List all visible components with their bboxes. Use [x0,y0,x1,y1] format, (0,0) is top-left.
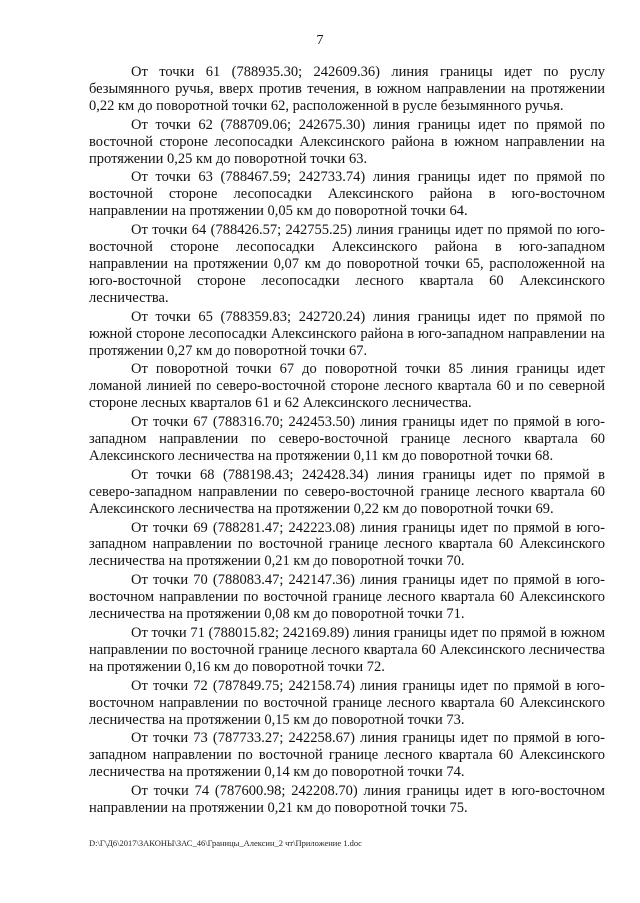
paragraph: От поворотной точки 67 до поворотной точки 85 линия границы идет ломаной линией по северо-восточной стороне лесного квартала 60 и по северной стороне лесных кварталов 61 и 62 Алексинского лесничества. [89,361,605,412]
paragraph: От точки 70 (788083.47; 242147.36) линия границы идет по прямой в юго-восточном направлении по восточной границе лесного квартала 60 Алексинского лесничества на протяжении 0,08 км до поворотной точки 71. [89,572,605,623]
paragraph: От точки 67 (788316.70; 242453.50) линия границы идет по прямой в юго-западном направлении по северо-восточной границе лесного квартала 60 Алексинского лесничества на протяжении 0,11 км до поворотной точки 68. [89,414,605,464]
paragraph: От точки 61 (788935.30; 242609.36) линия границы идет по руслу безымянного ручья, вверх против течения, в южном направлении на протяжении 0,22 км до поворотной точки 62, расположенной в русле безымянного ручья. [89,64,605,114]
paragraph: От точки 68 (788198.43; 242428.34) линия границы идет по прямой в северо-западном направлении по северо-восточной границе лесного квартала 60 Алексинского лесничества на протяжении 0,22 км до поворотной точки 69. [89,466,605,517]
paragraph: От точки 72 (787849.75; 242158.74) линия границы идет по прямой в юго-восточном направлении по восточной границе лесного квартала 60 Алексинского лесничества на протяжении 0,15 км до поворотной точки 73. [89,677,605,728]
paragraph: От точки 64 (788426.57; 242755.25) линия границы идет по прямой по юго-восточной стороне лесопосадки Алексинского района в юго-западном направлении на протяжении 0,07 км до поворотной точки 65, расположенной на юго-восточной стороне лесопосадки лесного квартала 60 Алексинского лесничества. [89,222,605,306]
paragraph: От точки 69 (788281.47; 242223.08) линия границы идет по прямой в юго-западном направлении по восточной границе лесного квартала 60 Алексинского лесничества на протяжении 0,21 км до поворотной точки 70. [89,519,605,570]
footer-file-path: D:\Г\Д6\2017\ЗАКОНЫ\ЗАС_46\Границы_Алексин_2 чт\Приложение 1.doc [89,838,362,848]
paragraph: От точки 62 (788709.06; 242675.30) линия границы идет по прямой по восточной стороне лесопосадки Алексинского района в южном направлении на протяжении 0,25 км до поворотной точки 63. [89,116,605,167]
paragraph: От точки 74 (787600.98; 242208.70) линия границы идет в юго-восточном направлении на протяжении 0,21 км до поворотной точки 75. [89,783,605,817]
page-number: 7 [316,33,324,48]
paragraph: От точки 63 (788467.59; 242733.74) линия границы идет по прямой по восточной стороне лесопосадки Алексинского района в юго-восточном направлении на протяжении 0,05 км до поворотной точки 64. [89,169,605,220]
document-body [89,64,605,817]
paragraph: От точки 73 (787733.27; 242258.67) линия границы идет по прямой в юго-западном направлении по восточной границе лесного квартала 60 Алексинского лесничества на протяжении 0,14 км до поворотной точки 74. [89,730,605,781]
paragraph: От точки 65 (788359.83; 242720.24) линия границы идет по прямой по южной стороне лесопосадки Алексинского района в юго-западном направлении на протяжении 0,27 км до поворотной точки 67. [89,308,605,359]
paragraph: От точки 71 (788015.82; 242169.89) линия границы идет по прямой в южном направлении по восточной границе лесного квартала 60 Алексинского лесничества на протяжении 0,16 км до поворотной точки 72. [89,625,605,675]
